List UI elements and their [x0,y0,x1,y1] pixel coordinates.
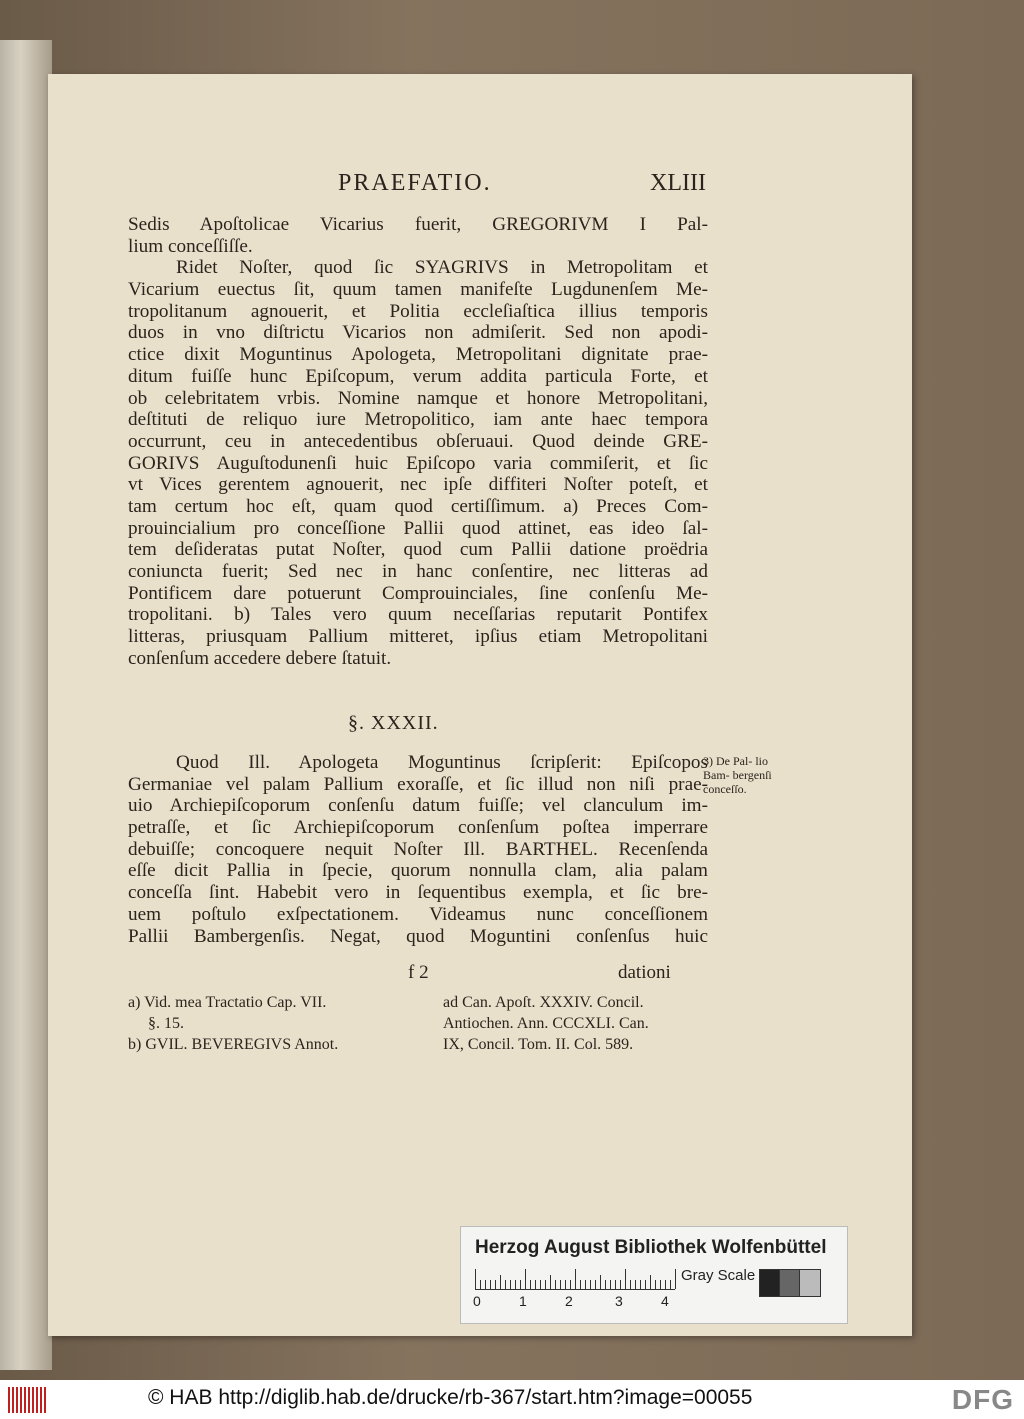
ruler-tick [475,1269,476,1289]
text-line: coniuncta fuerit; Sed nec in hanc conſentire, nec litteras ad [128,561,708,582]
section-heading: §. XXXII. [348,712,439,734]
ruler-tick [595,1280,596,1289]
book-page [48,74,912,1336]
text-line: tropolitanum agnouerit, et Politia eccleſiaſtica illius temporis [128,300,708,322]
text-line: Sedis Apoſtolicae Vicarius fuerit, GREGORIVM I Pal- [128,214,708,235]
ruler-tick [535,1280,536,1289]
text-line: tam certum hoc eſt, quam quod certiſſimum. a) Preces Com- [128,495,708,517]
text-line: prouincialium pro conceſſione Pallii quod attinet, eas ideo ſal- [128,517,708,539]
text-line: lium conceſſiſſe. [128,235,253,257]
ruler-tick [635,1280,636,1289]
footnote-line: §. 15. [148,1015,184,1032]
ruler-tick [565,1280,566,1289]
ruler-number: 4 [661,1293,669,1309]
margin-note: 3) De Pal- lio Bam- bergenſi conceſſo. [703,754,772,796]
ruler-tick [600,1275,601,1289]
text-line: Quod Ill. Apologeta Moguntinus ſcripſerit: Epiſcopos [176,752,708,773]
ruler-tick [530,1280,531,1289]
ruler-tick [575,1269,576,1289]
text-line: deſtituti de reliquo iure Metropolitico, iam ante haec tempora [128,409,708,431]
ruler-tick [665,1280,666,1289]
ruler-tick [480,1280,481,1289]
text-line: GORIVS Auguſtodunenſi huic Epiſcopo varia commiſerit, et ſic [128,452,708,474]
running-header [48,170,912,200]
text-line: Ridet Noſter, quod ſic SYAGRIVS in Metropolitam et [176,257,708,279]
ruler-tick [515,1280,516,1289]
signature-mark: f 2 [408,962,429,983]
ruler-number: 2 [565,1293,573,1309]
ruler-tick [520,1280,521,1289]
text-line: occurrunt, ceu in antecedentibus obſeruaui. Quod deinde GRE- [128,430,708,452]
text-line: ob celebritatem vrbis. Nomine namque et honore Metropolitani, [128,387,708,409]
ruler-tick [625,1269,626,1289]
ruler-tick [510,1280,511,1289]
ruler-tick [555,1280,556,1289]
footnote-line: a) Vid. mea Tractatio Cap. VII. [128,994,327,1011]
gray-swatch-black [759,1269,781,1297]
ruler-tick [650,1275,651,1289]
dfg-logo: DFG [951,1384,1014,1415]
library-color-target [460,1226,848,1324]
text-line: tropolitani. b) Tales vero quum neceſſarias reputarit Pontifex [128,604,708,626]
ruler-tick [660,1280,661,1289]
ruler-tick [495,1280,496,1289]
text-line: Vicarium euectus ſit, quum tamen manifeſte Lugdunenſem Me- [128,279,708,301]
ruler-number: 3 [615,1293,623,1309]
ruler-tick [585,1280,586,1289]
text-line: vt Vices gerentem agnouerit, nec ipſe diffiteri Noſter poteſt, et [128,474,708,496]
text-line: ditum fuiſſe hunc Epiſcopum, verum addita particula Forte, et [128,365,708,387]
ruler-tick [490,1280,491,1289]
ruler-tick [605,1280,606,1289]
ruler-tick [485,1280,486,1289]
ruler-tick [615,1280,616,1289]
ruler-tick [620,1280,621,1289]
ruler-tick [580,1280,581,1289]
text-line: petraſſe, et ſic Archiepiſcoporum conſenſum poſtea imperrare [128,817,708,839]
ruler-number: 1 [519,1293,527,1309]
ruler-tick [645,1280,646,1289]
text-line: duos in vno diſtrictu Vicarios non admiſerit. Sed non apodi- [128,322,708,344]
text-line: Pontificem dare potuerunt Comprouinciales, ſine conſenſu Me- [128,582,708,604]
viewer-footer [0,1380,1024,1419]
header-title: PRAEFATIO. [338,170,492,196]
gray-swatch-dark [779,1269,801,1297]
ruler-tick [670,1280,671,1289]
book-binding [0,40,52,1370]
footnote-line: Antiochen. Ann. CCCXLI. Can. [443,1015,649,1032]
text-line: uio Archiepiſcoporum conſenſu datum fuiſſe; vel clanculum im- [128,795,708,817]
ruler-tick [675,1269,676,1289]
text-line: Pallii Bambergenſis. Negat, quod Moguntini conſenſus huic [128,925,708,947]
text-block-1 [128,214,708,669]
ruler-tick [655,1280,656,1289]
footnotes-right [443,992,723,1055]
text-block-2 [128,752,708,947]
library-name: Herzog August Bibliothek Wolfenbüttel [475,1237,827,1258]
gray-scale-label: Gray Scale [681,1267,756,1284]
footnote-line: b) GVIL. BEVEREGIVS Annot. [128,1036,339,1053]
ruler-tick [630,1280,631,1289]
text-line: conceſſa ſint. Habebit vero in ſequentibus exempla, et ſic bre- [128,882,708,904]
text-line: debuiſſe; concoquere nequit Noſter Ill. BARTHEL. Recenſenda [128,838,708,860]
text-line: conſenſum accedere debere ſtatuit. [128,647,392,669]
text-line: Germaniae vel palam Pallium exoraſſe, et ſic illud non niſi prae- [128,773,708,795]
ruler-tick [525,1269,526,1289]
ruler-scale [475,1269,675,1290]
ruler-tick [505,1280,506,1289]
ruler-tick [550,1275,551,1289]
ruler-tick [610,1280,611,1289]
ruler-number: 0 [473,1293,481,1309]
text-line: ctice dixit Moguntinus Apologeta, Metropolitani dignitate prae- [128,344,708,366]
ruler-tick [545,1280,546,1289]
gray-swatch-light [799,1269,821,1297]
ruler-tick [540,1280,541,1289]
text-line: eſſe dicit Pallia in ſpecie, quorum nonnulla clam, alia palam [128,860,708,882]
ruler-tick [570,1280,571,1289]
ruler-tick [640,1280,641,1289]
text-line: litteras, priusquam Pallium mitteret, ipſius etiam Metropolitani [128,626,708,648]
ruler-tick [560,1280,561,1289]
hab-logo-icon [8,1387,46,1413]
footnotes-left [128,992,428,1055]
text-line: tem deſideratas putat Noſter, quod cum Pallii datione proëdria [128,539,708,561]
page-number: XLIII [650,170,706,196]
source-url: © HAB http://diglib.hab.de/drucke/rb-367/start.htm?image=00055 [148,1386,753,1409]
ruler-tick [500,1275,501,1289]
catchword: dationi [618,962,671,983]
footnote-line: ad Can. Apoſt. XXXIV. Concil. [443,994,644,1011]
text-line: uem poſtulo exſpectationem. Videamus nunc conceſſionem [128,903,708,925]
ruler-tick [590,1280,591,1289]
footnote-line: IX, Concil. Tom. II. Col. 589. [443,1036,634,1053]
